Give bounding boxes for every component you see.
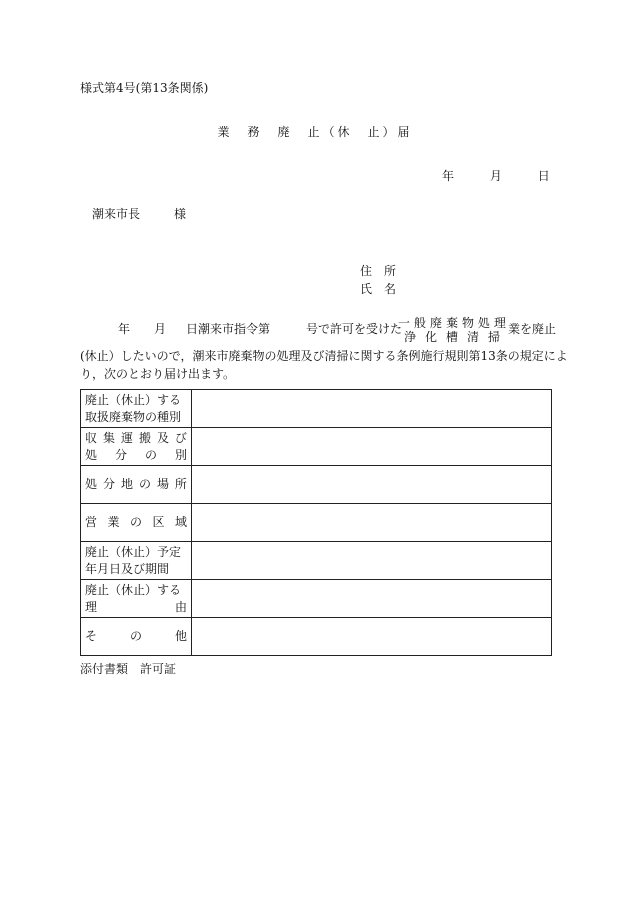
business-type-line-2 — [398, 330, 506, 344]
row-label-text: 廃止（休止）する — [85, 393, 182, 408]
row-label-line — [85, 392, 187, 408]
row-label-line — [85, 582, 187, 598]
row-label-text: 集 — [102, 431, 115, 446]
table-row — [81, 504, 552, 542]
notification-table — [80, 389, 552, 656]
table-row — [81, 542, 552, 580]
row-label-text: 分 — [102, 477, 115, 492]
row-label-line — [85, 409, 187, 425]
body-month: 月 — [154, 322, 167, 336]
row-label — [81, 466, 192, 504]
row-label-line — [85, 628, 187, 644]
row-label-text: 地 — [120, 477, 133, 492]
table-row — [81, 428, 552, 466]
row-label-text: 廃止（休止）する — [85, 583, 182, 598]
row-value-field[interactable] — [192, 618, 552, 656]
row-label-text: の — [129, 515, 142, 530]
row-label-text: 取扱廃棄物の種別 — [85, 409, 182, 424]
row-label-text: 処 — [85, 447, 98, 462]
row-label-line — [85, 430, 187, 446]
business-type-line-1 — [398, 316, 506, 330]
row-label — [81, 504, 192, 542]
row-label-text: 区 — [152, 515, 165, 530]
date-year-label: 年 — [442, 169, 455, 183]
business-type-char: 棄 — [445, 316, 458, 330]
row-label-text: 運 — [120, 431, 133, 446]
row-label-text: の — [129, 629, 142, 644]
row-label-line — [85, 544, 187, 560]
row-value-field[interactable] — [192, 390, 552, 428]
attachment-line — [80, 663, 176, 675]
form-number-label: 様式第4号(第13条関係) — [80, 81, 209, 95]
business-type-char: 浄 — [404, 330, 417, 345]
row-label-text: 年月日及び期間 — [85, 561, 170, 576]
table-row — [81, 390, 552, 428]
row-label-text: の — [144, 447, 157, 462]
row-label-text: 別 — [174, 447, 187, 462]
row-label-text: 廃止（休止）予定 — [85, 545, 182, 560]
date-day-label: 日 — [537, 169, 550, 183]
row-label-text: 分 — [114, 447, 127, 462]
business-type-char: 槽 — [445, 330, 458, 345]
row-label-text: 及 — [156, 431, 169, 446]
business-type-char: 清 — [466, 330, 479, 345]
row-label-line — [85, 599, 187, 615]
row-label — [81, 542, 192, 580]
body-line-3: り，次のとおり届け出ます。 — [80, 367, 236, 381]
table-row — [81, 466, 552, 504]
row-label-text: 搬 — [138, 431, 151, 446]
body-line-2: (休止）したいので，潮来市廃棄物の処理及び清掃に関する条例施行規則第13条の規定によ — [80, 349, 568, 363]
row-label-text: 所 — [174, 477, 187, 492]
row-label-text: び — [174, 431, 187, 446]
row-value-field[interactable] — [192, 580, 552, 618]
body-line-1 — [80, 323, 402, 335]
row-label-line — [85, 514, 187, 530]
table-row — [81, 580, 552, 618]
business-type-char: 処 — [477, 316, 490, 330]
row-value-field[interactable] — [192, 504, 552, 542]
row-value-field[interactable] — [192, 466, 552, 504]
row-label — [81, 428, 192, 466]
addressee — [92, 208, 186, 220]
row-value-field[interactable] — [192, 428, 552, 466]
row-label-text: 業 — [107, 515, 120, 530]
row-label-text: 収 — [85, 431, 98, 446]
table-row — [81, 618, 552, 656]
row-label-text: 処 — [85, 477, 98, 492]
business-type-char: 物 — [461, 316, 474, 330]
addressee-name: 潮来市長 — [92, 207, 141, 221]
business-type-char: 一 — [398, 316, 411, 330]
row-label-text: の — [138, 477, 151, 492]
body-permit-prefix: 日潮来市指令第 — [186, 322, 271, 336]
business-type-char: 理 — [493, 316, 506, 330]
body-permit-suffix: 号で許可を受けた — [306, 322, 403, 336]
row-label-text: 他 — [174, 629, 187, 644]
attachment-label: 添付書類 — [80, 662, 129, 676]
business-type-stack — [398, 316, 506, 345]
body-line-1-tail: 業を廃止 — [508, 322, 557, 336]
row-value-field[interactable] — [192, 542, 552, 580]
business-type-char: 掃 — [487, 330, 500, 345]
business-type-char: 般 — [413, 316, 426, 330]
row-label-text: 域 — [174, 515, 187, 530]
row-label-text: 由 — [174, 599, 187, 614]
row-label-line — [85, 447, 187, 463]
attachment-value: 許可証 — [140, 662, 177, 676]
document-title: 業 務 廃 止（休 止）届 — [217, 125, 413, 139]
row-label-text: 理 — [85, 599, 98, 614]
row-label — [81, 618, 192, 656]
business-type-char: 廃 — [429, 316, 442, 330]
date-line — [442, 170, 568, 182]
name-label: 氏 名 — [360, 282, 397, 296]
addressee-honorific: 様 — [174, 207, 187, 221]
row-label — [81, 390, 192, 428]
row-label-text: 場 — [156, 477, 169, 492]
row-label-text: そ — [85, 629, 98, 644]
business-type-char: 化 — [424, 330, 437, 345]
row-label-text: 営 — [85, 515, 98, 530]
address-label: 住 所 — [360, 264, 397, 278]
date-month-label: 月 — [489, 169, 502, 183]
row-label-line — [85, 476, 187, 492]
body-year: 年 — [118, 322, 131, 336]
row-label-line — [85, 561, 187, 577]
row-label — [81, 580, 192, 618]
